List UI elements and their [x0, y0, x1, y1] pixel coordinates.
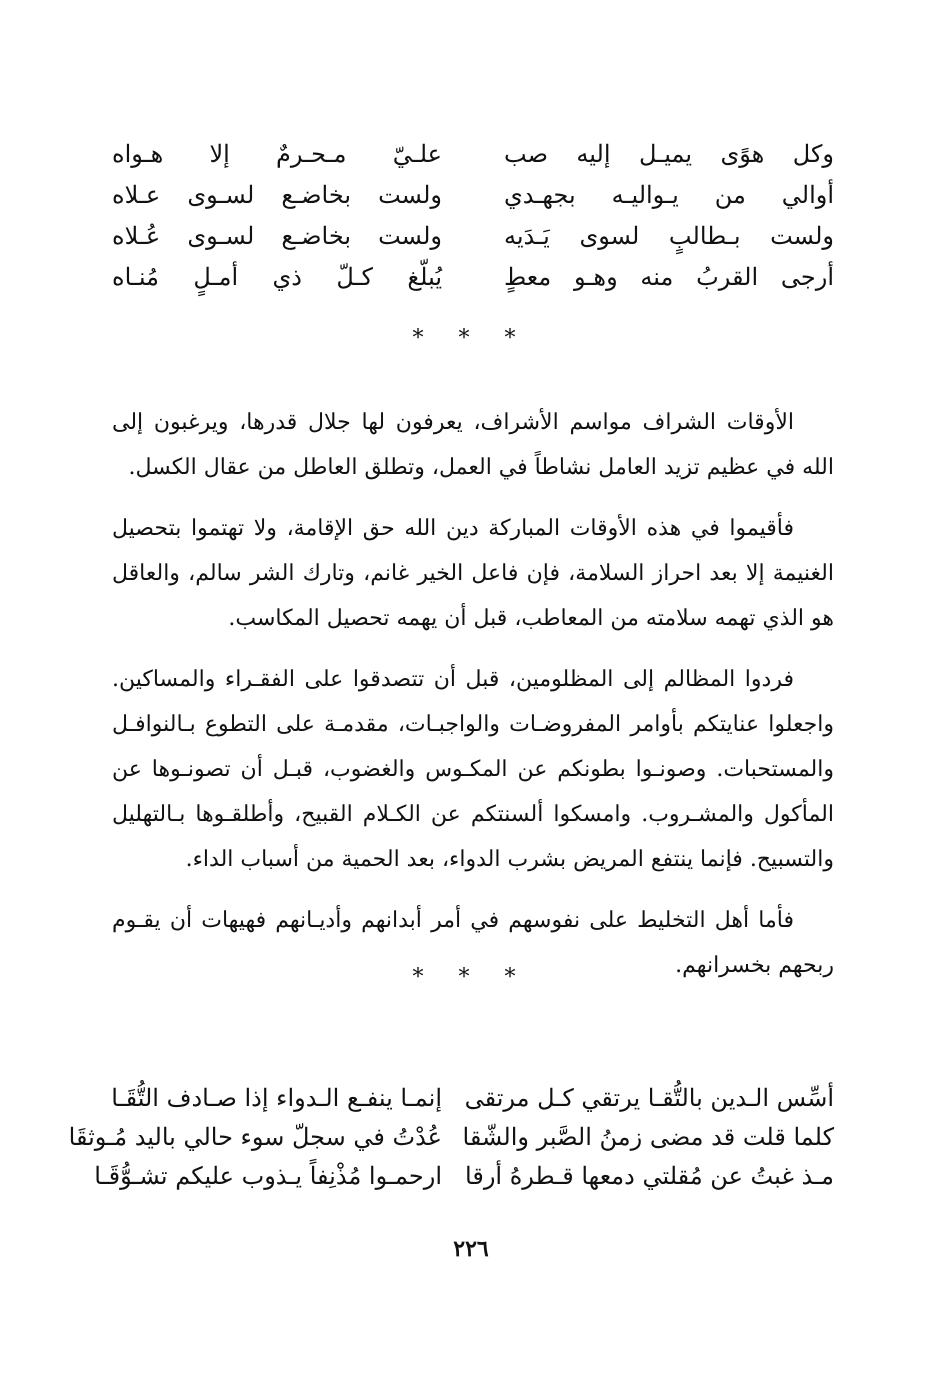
section-separator: * * * [412, 965, 530, 990]
prose-body [112, 400, 834, 1004]
verse-first-hemistich: وكل هوًى يميـل إليه صب [504, 139, 834, 168]
verse-line [94, 1156, 834, 1195]
verse-line [112, 256, 834, 297]
paragraph: فأما أهل التخليط على نفوسهم في أمر أبدانهم وأديـانهم فهيهات أن يقـوم ربحهم بخسرانهم. [112, 908, 834, 978]
verse-first-hemistich: أرجى القربُ منه وهـو معطٍ [504, 262, 834, 291]
verse-first-hemistich: أوالي من يـواليـه بجهـدي [504, 180, 834, 209]
paragraph: الأوقات الشراف مواسم الأشراف، يعرفون لها جلال قدرها، ويرغبون إلى الله في عظيم تزيد العامل نشاطاً في العمل، وتطلق العاطل من عقال الكسل. [112, 410, 834, 480]
section-separator: * * * [412, 326, 530, 351]
page-number: ٢٢٦ [453, 1236, 489, 1262]
verse-second-hemistich: ارحمـوا مُذْنِفاً يـذوب عليكم تشـوُّقَـا [94, 1161, 442, 1190]
verse-line [112, 1078, 834, 1117]
verse-first-hemistich: أسِّس الـدين بالتُّقـا يرتقي كـل مرتقى [464, 1083, 834, 1112]
verse-second-hemistich: ولست بخاضـع لسـوى عـلاه [112, 180, 442, 209]
paragraph: فردوا المظالم إلى المظلومين، قبل أن تتصدقوا على الفقـراء والمساكين. واجعلوا عنايتكم بأوامر المفروضـات والواجبـات، مقدمـة على التطوع بـالنوافـل والمستحبات. وصونـوا بطونكم عن المكـوس والغضوب، قبـل أن تصونـوها عن المأكول والمشـروب. وامسكوا ألسنتكم عن الكـلام القبيح، وأطلقـوها بـالتهليل والتسبيح. فإنما ينتفع المريض بشرب الدواء، بعد الحمية من أسباب الداء. [112, 667, 834, 872]
poem-bottom [68, 1078, 834, 1195]
verse-second-hemistich: ولست بخاضـع لسـوى عُـلاه [112, 221, 442, 250]
verse-second-hemistich: علـيّ مـحـرمٌ إلا هـواه [112, 139, 442, 168]
verse-second-hemistich: عُدْتُ في سجلّ سوء حالي باليد مُـوثقَا [68, 1122, 442, 1151]
paragraph: فأقيموا في هذه الأوقات المباركة دين الله حق الإقامة، ولا تهتموا بتحصيل الغنيمة إلا بعد احراز السلامة، فإن فاعل الخير غانم، وتارك الشر سالم، والعاقل هو الذي تهمه سلامته من المعاطب، قبل أن يهمه تحصيل المكاسب. [112, 516, 834, 631]
verse-first-hemistich: مـذ غبتُ عن مُقلتي دمعها قـطرهُ أرقا [465, 1161, 834, 1190]
verse-line [112, 215, 834, 256]
verse-first-hemistich: كلما قلت قد مضى زمنُ الصَّبر والشّقا [462, 1122, 834, 1151]
verse-line [68, 1117, 834, 1156]
verse-second-hemistich: يُبلّغ كـلّ ذي أمـلٍ مُنـاه [112, 262, 442, 291]
verse-second-hemistich: إنمـا ينفـع الـدواء إذا صـادف التُّقَـا [111, 1083, 442, 1112]
verse-line [112, 174, 834, 215]
poem-top [112, 133, 834, 297]
verse-line [112, 133, 834, 174]
verse-first-hemistich: ولست بـطالبٍ لسوى يَـدَيه [504, 221, 834, 250]
